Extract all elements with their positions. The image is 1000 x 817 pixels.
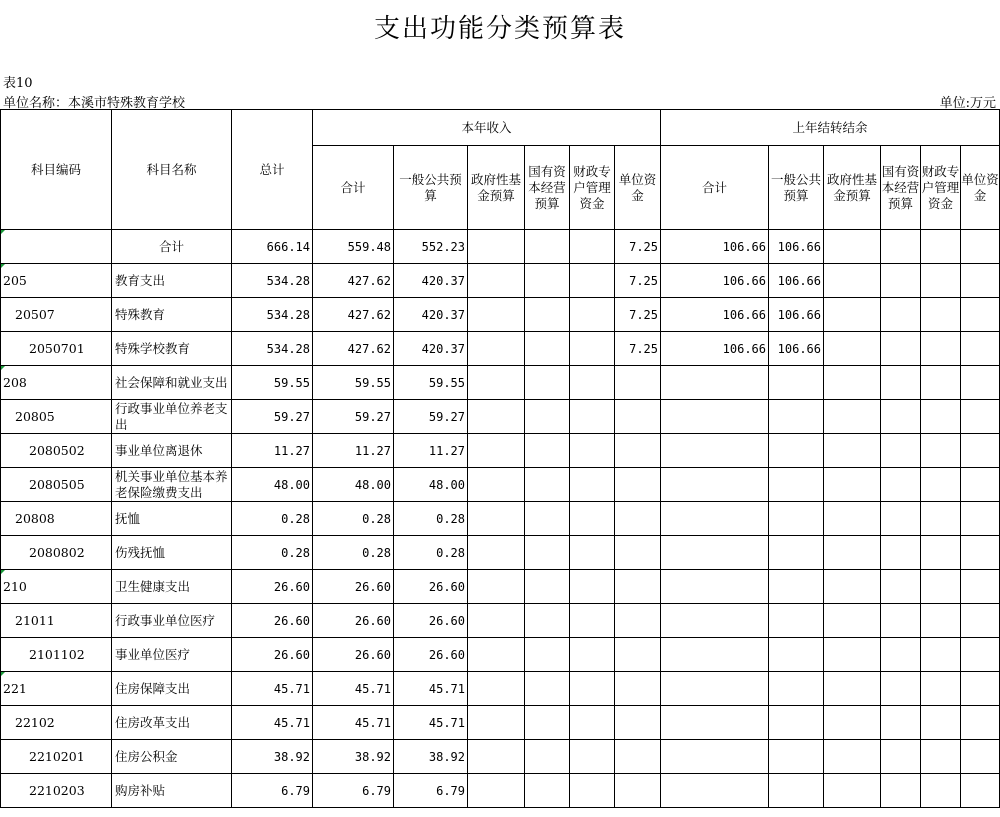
cell-c-sum: 38.92 bbox=[313, 740, 394, 774]
table-row bbox=[1, 774, 1000, 808]
cell-p-unit bbox=[961, 230, 1000, 264]
cell-c-sum: 59.55 bbox=[313, 366, 394, 400]
cell-code: 20808 bbox=[1, 502, 112, 536]
cell-p-state bbox=[881, 434, 921, 468]
cell-p-fin bbox=[921, 570, 961, 604]
cell-c-fund bbox=[468, 332, 525, 366]
cell-c-sum: 559.48 bbox=[313, 230, 394, 264]
cell-code: 2080502 bbox=[1, 434, 112, 468]
cell-c-fund bbox=[468, 604, 525, 638]
cell-c-state bbox=[525, 706, 570, 740]
cell-name: 抚恤 bbox=[112, 502, 232, 536]
cell-code: 2050701 bbox=[1, 332, 112, 366]
cell-p-fund bbox=[824, 434, 881, 468]
cell-c-sum: 427.62 bbox=[313, 332, 394, 366]
cell-c-unit bbox=[615, 366, 661, 400]
cell-c-state bbox=[525, 536, 570, 570]
cell-p-state bbox=[881, 400, 921, 434]
cell-c-gen: 552.23 bbox=[394, 230, 468, 264]
cell-p-fin bbox=[921, 230, 961, 264]
table-row bbox=[1, 740, 1000, 774]
cell-c-unit bbox=[615, 706, 661, 740]
cell-p-gen: 106.66 bbox=[769, 230, 824, 264]
cell-c-fund bbox=[468, 536, 525, 570]
cell-c-sum: 0.28 bbox=[313, 502, 394, 536]
cell-p-state bbox=[881, 366, 921, 400]
cell-c-fin bbox=[570, 604, 615, 638]
cell-code bbox=[1, 230, 112, 264]
cell-name: 事业单位医疗 bbox=[112, 638, 232, 672]
cell-total: 59.55 bbox=[232, 366, 313, 400]
table-row bbox=[1, 672, 1000, 706]
header-carry-sum: 合计 bbox=[661, 146, 769, 230]
cell-c-state bbox=[525, 332, 570, 366]
header-carry-general: 一般公共预算 bbox=[769, 146, 824, 230]
cell-p-gen bbox=[769, 536, 824, 570]
cell-p-fin bbox=[921, 672, 961, 706]
table-row bbox=[1, 604, 1000, 638]
cell-c-unit bbox=[615, 774, 661, 808]
cell-p-unit bbox=[961, 434, 1000, 468]
cell-p-sum: 106.66 bbox=[661, 332, 769, 366]
cell-c-fund bbox=[468, 774, 525, 808]
cell-p-state bbox=[881, 502, 921, 536]
table-row bbox=[1, 332, 1000, 366]
header-total: 总计 bbox=[232, 110, 313, 230]
cell-p-state bbox=[881, 638, 921, 672]
cell-c-state bbox=[525, 230, 570, 264]
cell-p-fund bbox=[824, 264, 881, 298]
cell-p-fund bbox=[824, 468, 881, 502]
cell-p-sum bbox=[661, 672, 769, 706]
cell-code: 20805 bbox=[1, 400, 112, 434]
cell-p-gen bbox=[769, 706, 824, 740]
cell-p-gen bbox=[769, 774, 824, 808]
cell-p-gen bbox=[769, 366, 824, 400]
cell-code: 2210203 bbox=[1, 774, 112, 808]
cell-p-sum bbox=[661, 468, 769, 502]
cell-p-unit bbox=[961, 706, 1000, 740]
cell-c-fin bbox=[570, 434, 615, 468]
cell-total: 666.14 bbox=[232, 230, 313, 264]
cell-c-state bbox=[525, 366, 570, 400]
cell-p-state bbox=[881, 604, 921, 638]
table-row bbox=[1, 434, 1000, 468]
cell-c-state bbox=[525, 298, 570, 332]
table-number: 表10 bbox=[3, 76, 33, 91]
cell-name: 合计 bbox=[112, 230, 232, 264]
cell-p-state bbox=[881, 468, 921, 502]
cell-c-sum: 6.79 bbox=[313, 774, 394, 808]
cell-name: 机关事业单位基本养老保险缴费支出 bbox=[112, 468, 232, 502]
cell-p-state bbox=[881, 570, 921, 604]
cell-p-fin bbox=[921, 468, 961, 502]
cell-c-gen: 420.37 bbox=[394, 298, 468, 332]
cell-c-unit bbox=[615, 502, 661, 536]
unit-name: 单位名称：本溪市特殊教育学校 bbox=[3, 96, 186, 111]
cell-total: 0.28 bbox=[232, 536, 313, 570]
cell-c-state bbox=[525, 502, 570, 536]
cell-c-state bbox=[525, 638, 570, 672]
cell-name: 教育支出 bbox=[112, 264, 232, 298]
cell-c-fund bbox=[468, 230, 525, 264]
cell-p-sum bbox=[661, 434, 769, 468]
header-current-general: 一般公共预算 bbox=[394, 146, 468, 230]
cell-c-state bbox=[525, 400, 570, 434]
table-row bbox=[1, 570, 1000, 604]
cell-c-unit bbox=[615, 638, 661, 672]
cell-c-state bbox=[525, 672, 570, 706]
cell-p-sum bbox=[661, 366, 769, 400]
cell-p-unit bbox=[961, 366, 1000, 400]
cell-p-gen: 106.66 bbox=[769, 332, 824, 366]
cell-c-gen: 45.71 bbox=[394, 672, 468, 706]
cell-c-gen: 0.28 bbox=[394, 536, 468, 570]
cell-p-state bbox=[881, 230, 921, 264]
cell-p-state bbox=[881, 332, 921, 366]
cell-c-fin bbox=[570, 774, 615, 808]
header-current-sum: 合计 bbox=[313, 146, 394, 230]
cell-c-fund bbox=[468, 706, 525, 740]
cell-name: 事业单位离退休 bbox=[112, 434, 232, 468]
cell-total: 0.28 bbox=[232, 502, 313, 536]
cell-c-fin bbox=[570, 400, 615, 434]
cell-code: 2080802 bbox=[1, 536, 112, 570]
cell-p-unit bbox=[961, 468, 1000, 502]
cell-c-unit: 7.25 bbox=[615, 298, 661, 332]
cell-code: 2080505 bbox=[1, 468, 112, 502]
cell-p-unit bbox=[961, 774, 1000, 808]
cell-c-fin bbox=[570, 570, 615, 604]
cell-c-state bbox=[525, 264, 570, 298]
cell-c-fund bbox=[468, 264, 525, 298]
cell-code: 205 bbox=[1, 264, 112, 298]
cell-c-unit: 7.25 bbox=[615, 332, 661, 366]
cell-c-fin bbox=[570, 706, 615, 740]
cell-p-state bbox=[881, 672, 921, 706]
cell-c-gen: 420.37 bbox=[394, 264, 468, 298]
cell-c-fund bbox=[468, 672, 525, 706]
cell-p-fund bbox=[824, 502, 881, 536]
cell-p-fin bbox=[921, 536, 961, 570]
cell-p-unit bbox=[961, 570, 1000, 604]
cell-c-fund bbox=[468, 570, 525, 604]
cell-c-gen: 0.28 bbox=[394, 502, 468, 536]
cell-total: 6.79 bbox=[232, 774, 313, 808]
cell-c-gen: 420.37 bbox=[394, 332, 468, 366]
table-row bbox=[1, 298, 1000, 332]
cell-p-sum bbox=[661, 400, 769, 434]
header-code: 科目编码 bbox=[1, 110, 112, 230]
cell-p-gen bbox=[769, 468, 824, 502]
cell-p-gen bbox=[769, 400, 824, 434]
cell-p-fin bbox=[921, 332, 961, 366]
cell-p-fin bbox=[921, 298, 961, 332]
cell-p-state bbox=[881, 298, 921, 332]
header-carry-fiscal-account: 财政专户管理资金 bbox=[921, 146, 961, 230]
cell-c-unit bbox=[615, 672, 661, 706]
cell-p-unit bbox=[961, 332, 1000, 366]
table-row bbox=[1, 468, 1000, 502]
cell-p-fund bbox=[824, 706, 881, 740]
cell-total: 45.71 bbox=[232, 706, 313, 740]
table-row bbox=[1, 706, 1000, 740]
cell-name: 伤残抚恤 bbox=[112, 536, 232, 570]
unit-label: 单位:万元 bbox=[939, 96, 996, 111]
cell-p-gen: 106.66 bbox=[769, 298, 824, 332]
cell-p-gen bbox=[769, 570, 824, 604]
cell-c-state bbox=[525, 774, 570, 808]
cell-c-sum: 48.00 bbox=[313, 468, 394, 502]
cell-c-state bbox=[525, 570, 570, 604]
cell-p-fund bbox=[824, 740, 881, 774]
cell-c-state bbox=[525, 740, 570, 774]
cell-c-unit bbox=[615, 570, 661, 604]
cell-name: 行政事业单位养老支出 bbox=[112, 400, 232, 434]
cell-p-unit bbox=[961, 604, 1000, 638]
cell-p-gen bbox=[769, 434, 824, 468]
cell-p-state bbox=[881, 536, 921, 570]
cell-c-unit: 7.25 bbox=[615, 230, 661, 264]
table-row bbox=[1, 366, 1000, 400]
cell-c-unit bbox=[615, 434, 661, 468]
cell-p-unit bbox=[961, 400, 1000, 434]
cell-c-fin bbox=[570, 230, 615, 264]
cell-c-gen: 48.00 bbox=[394, 468, 468, 502]
cell-c-unit bbox=[615, 536, 661, 570]
cell-c-state bbox=[525, 604, 570, 638]
cell-code: 22102 bbox=[1, 706, 112, 740]
cell-p-fin bbox=[921, 740, 961, 774]
header-current-fiscal-account: 财政专户管理资金 bbox=[570, 146, 615, 230]
cell-p-fund bbox=[824, 604, 881, 638]
cell-total: 59.27 bbox=[232, 400, 313, 434]
cell-code: 2210201 bbox=[1, 740, 112, 774]
cell-c-unit bbox=[615, 740, 661, 774]
cell-p-fund bbox=[824, 570, 881, 604]
cell-p-gen bbox=[769, 502, 824, 536]
cell-p-sum bbox=[661, 570, 769, 604]
cell-total: 534.28 bbox=[232, 264, 313, 298]
cell-p-state bbox=[881, 774, 921, 808]
cell-name: 住房公积金 bbox=[112, 740, 232, 774]
cell-c-fund bbox=[468, 502, 525, 536]
cell-c-gen: 26.60 bbox=[394, 638, 468, 672]
cell-code: 208 bbox=[1, 366, 112, 400]
cell-p-sum bbox=[661, 604, 769, 638]
cell-c-gen: 59.55 bbox=[394, 366, 468, 400]
cell-p-fin bbox=[921, 264, 961, 298]
table-row bbox=[1, 230, 1000, 264]
cell-c-state bbox=[525, 434, 570, 468]
cell-p-sum bbox=[661, 774, 769, 808]
cell-p-fund bbox=[824, 536, 881, 570]
cell-p-fin bbox=[921, 774, 961, 808]
cell-p-sum: 106.66 bbox=[661, 230, 769, 264]
cell-p-unit bbox=[961, 536, 1000, 570]
cell-c-sum: 26.60 bbox=[313, 638, 394, 672]
cell-p-unit bbox=[961, 672, 1000, 706]
cell-p-sum: 106.66 bbox=[661, 264, 769, 298]
cell-p-fund bbox=[824, 638, 881, 672]
cell-c-fin bbox=[570, 638, 615, 672]
header-current-fund: 政府性基金预算 bbox=[468, 146, 525, 230]
cell-p-sum bbox=[661, 638, 769, 672]
cell-total: 26.60 bbox=[232, 570, 313, 604]
cell-c-fund bbox=[468, 366, 525, 400]
cell-p-fin bbox=[921, 434, 961, 468]
cell-c-fund bbox=[468, 434, 525, 468]
cell-p-fund bbox=[824, 672, 881, 706]
cell-code: 20507 bbox=[1, 298, 112, 332]
cell-total: 26.60 bbox=[232, 638, 313, 672]
cell-name: 行政事业单位医疗 bbox=[112, 604, 232, 638]
cell-c-fin bbox=[570, 502, 615, 536]
cell-p-gen: 106.66 bbox=[769, 264, 824, 298]
cell-name: 住房保障支出 bbox=[112, 672, 232, 706]
cell-p-gen bbox=[769, 740, 824, 774]
cell-c-sum: 11.27 bbox=[313, 434, 394, 468]
cell-name: 社会保障和就业支出 bbox=[112, 366, 232, 400]
cell-p-gen bbox=[769, 604, 824, 638]
cell-c-fin bbox=[570, 536, 615, 570]
cell-c-gen: 26.60 bbox=[394, 570, 468, 604]
cell-p-sum bbox=[661, 706, 769, 740]
table-row bbox=[1, 264, 1000, 298]
cell-p-sum bbox=[661, 502, 769, 536]
cell-name: 购房补贴 bbox=[112, 774, 232, 808]
cell-c-fin bbox=[570, 332, 615, 366]
cell-c-fin bbox=[570, 740, 615, 774]
cell-p-gen bbox=[769, 638, 824, 672]
header-name: 科目名称 bbox=[112, 110, 232, 230]
budget-table bbox=[0, 109, 1000, 808]
cell-c-fund bbox=[468, 468, 525, 502]
cell-c-fin bbox=[570, 672, 615, 706]
table-row bbox=[1, 502, 1000, 536]
cell-c-unit bbox=[615, 604, 661, 638]
cell-c-gen: 59.27 bbox=[394, 400, 468, 434]
table-row bbox=[1, 536, 1000, 570]
cell-c-fin bbox=[570, 366, 615, 400]
header-carry-fund: 政府性基金预算 bbox=[824, 146, 881, 230]
cell-p-fund bbox=[824, 366, 881, 400]
cell-name: 卫生健康支出 bbox=[112, 570, 232, 604]
cell-p-sum bbox=[661, 536, 769, 570]
table-row bbox=[1, 400, 1000, 434]
cell-p-unit bbox=[961, 638, 1000, 672]
cell-p-fund bbox=[824, 298, 881, 332]
cell-c-gen: 6.79 bbox=[394, 774, 468, 808]
cell-c-sum: 59.27 bbox=[313, 400, 394, 434]
cell-c-sum: 427.62 bbox=[313, 264, 394, 298]
cell-c-sum: 26.60 bbox=[313, 570, 394, 604]
cell-c-fund bbox=[468, 638, 525, 672]
cell-c-fin bbox=[570, 298, 615, 332]
cell-p-fin bbox=[921, 400, 961, 434]
header-carry-over: 上年结转结余 bbox=[661, 110, 1000, 146]
cell-p-state bbox=[881, 264, 921, 298]
cell-c-fund bbox=[468, 400, 525, 434]
cell-p-fund bbox=[824, 332, 881, 366]
cell-code: 2101102 bbox=[1, 638, 112, 672]
cell-c-state bbox=[525, 468, 570, 502]
cell-code: 221 bbox=[1, 672, 112, 706]
cell-p-state bbox=[881, 740, 921, 774]
cell-p-unit bbox=[961, 502, 1000, 536]
cell-c-fin bbox=[570, 468, 615, 502]
cell-c-fund bbox=[468, 740, 525, 774]
cell-p-fin bbox=[921, 706, 961, 740]
cell-p-fin bbox=[921, 638, 961, 672]
cell-total: 48.00 bbox=[232, 468, 313, 502]
cell-total: 11.27 bbox=[232, 434, 313, 468]
cell-c-unit: 7.25 bbox=[615, 264, 661, 298]
cell-name: 住房改革支出 bbox=[112, 706, 232, 740]
cell-total: 534.28 bbox=[232, 298, 313, 332]
header-current-year-income: 本年收入 bbox=[313, 110, 661, 146]
cell-code: 210 bbox=[1, 570, 112, 604]
cell-code: 21011 bbox=[1, 604, 112, 638]
cell-c-gen: 26.60 bbox=[394, 604, 468, 638]
cell-name: 特殊教育 bbox=[112, 298, 232, 332]
cell-c-unit bbox=[615, 468, 661, 502]
cell-c-fund bbox=[468, 298, 525, 332]
cell-c-gen: 11.27 bbox=[394, 434, 468, 468]
cell-p-fund bbox=[824, 400, 881, 434]
cell-p-fund bbox=[824, 774, 881, 808]
cell-p-fin bbox=[921, 366, 961, 400]
header-carry-state-capital: 国有资本经营预算 bbox=[881, 146, 921, 230]
cell-c-fin bbox=[570, 264, 615, 298]
cell-p-fin bbox=[921, 502, 961, 536]
cell-p-unit bbox=[961, 298, 1000, 332]
cell-p-sum bbox=[661, 740, 769, 774]
cell-p-fund bbox=[824, 230, 881, 264]
cell-total: 534.28 bbox=[232, 332, 313, 366]
header-carry-unit-funds: 单位资金 bbox=[961, 146, 1000, 230]
cell-c-sum: 0.28 bbox=[313, 536, 394, 570]
cell-c-sum: 427.62 bbox=[313, 298, 394, 332]
cell-p-state bbox=[881, 706, 921, 740]
cell-c-unit bbox=[615, 400, 661, 434]
header-current-state-capital: 国有资本经营预算 bbox=[525, 146, 570, 230]
cell-total: 45.71 bbox=[232, 672, 313, 706]
cell-c-gen: 38.92 bbox=[394, 740, 468, 774]
cell-p-fin bbox=[921, 604, 961, 638]
cell-p-gen bbox=[769, 672, 824, 706]
cell-c-sum: 45.71 bbox=[313, 672, 394, 706]
table-row bbox=[1, 638, 1000, 672]
cell-c-sum: 26.60 bbox=[313, 604, 394, 638]
cell-p-sum: 106.66 bbox=[661, 298, 769, 332]
cell-c-gen: 45.71 bbox=[394, 706, 468, 740]
cell-p-unit bbox=[961, 740, 1000, 774]
cell-name: 特殊学校教育 bbox=[112, 332, 232, 366]
page-title: 支出功能分类预算表 bbox=[373, 14, 626, 44]
cell-c-sum: 45.71 bbox=[313, 706, 394, 740]
header-current-unit-funds: 单位资金 bbox=[615, 146, 661, 230]
cell-p-unit bbox=[961, 264, 1000, 298]
cell-total: 26.60 bbox=[232, 604, 313, 638]
cell-total: 38.92 bbox=[232, 740, 313, 774]
